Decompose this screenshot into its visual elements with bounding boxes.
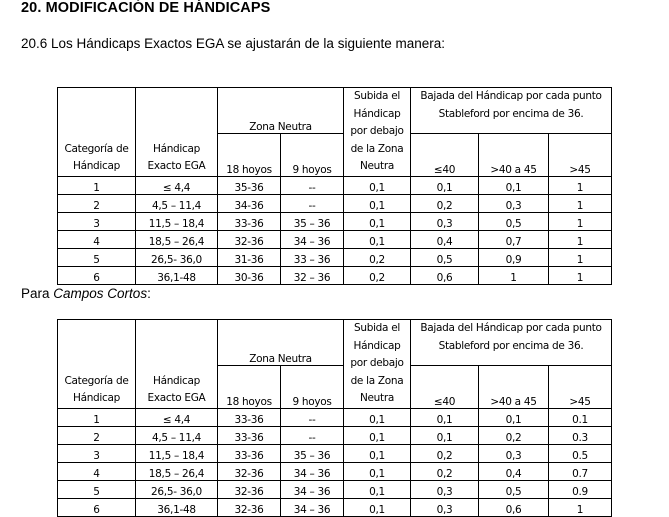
cell-18-hoyos: 34-36 <box>218 194 281 212</box>
para-italic: Campos Cortos <box>53 286 148 301</box>
handicap-table-standard <box>57 87 612 285</box>
cell-bajada-le40: 0,4 <box>411 230 479 248</box>
cell-handicap: ≤ 4,4 <box>136 408 218 426</box>
cell-bajada-le40: 0,3 <box>411 480 479 498</box>
header-subida: Subida el Hándicap por debajo de la Zona Neutra <box>344 88 411 177</box>
cell-categoria: 4 <box>58 230 136 248</box>
cell-subida: 0,2 <box>344 266 411 284</box>
header-handicap: Hándicap Exacto EGA <box>136 88 218 177</box>
intro-text: 20.6 Los Hándicaps Exactos EGA se ajustarán de la siguiente manera: <box>21 36 446 51</box>
table-row <box>58 266 612 284</box>
cell-bajada-le40: 0,2 <box>411 194 479 212</box>
header-9-hoyos: 9 hoyos <box>281 133 344 176</box>
cell-bajada-gt45: 1 <box>549 266 612 284</box>
cell-bajada-gt45: 0.7 <box>549 462 612 480</box>
cell-bajada-gt40: 0,5 <box>479 480 549 498</box>
table-row <box>58 248 612 266</box>
cell-subida: 0,1 <box>344 498 411 516</box>
cell-18-hoyos: 33-36 <box>218 426 281 444</box>
cell-18-hoyos: 32-36 <box>218 230 281 248</box>
cell-handicap: 36,1-48 <box>136 266 218 284</box>
header-18-hoyos: 18 hoyos <box>218 133 281 176</box>
cell-bajada-gt40: 0,1 <box>479 408 549 426</box>
campos-cortos-label <box>21 286 151 301</box>
table-row <box>58 230 612 248</box>
cell-categoria: 5 <box>58 248 136 266</box>
header-categoria: Categoría de Hándicap <box>58 88 136 177</box>
cell-categoria: 2 <box>58 426 136 444</box>
header-gt40: >40 a 45 <box>479 365 549 408</box>
table-row <box>58 212 612 230</box>
cell-bajada-gt45: 1 <box>549 212 612 230</box>
cell-subida: 0,1 <box>344 230 411 248</box>
cell-bajada-gt40: 0,9 <box>479 248 549 266</box>
cell-categoria: 6 <box>58 266 136 284</box>
cell-18-hoyos: 35-36 <box>218 176 281 194</box>
cell-18-hoyos: 31-36 <box>218 248 281 266</box>
cell-9-hoyos: -- <box>281 426 344 444</box>
cell-bajada-le40: 0,3 <box>411 498 479 516</box>
table-row <box>58 408 612 426</box>
cell-9-hoyos: -- <box>281 194 344 212</box>
cell-bajada-gt45: 0.3 <box>549 426 612 444</box>
cell-subida: 0,1 <box>344 194 411 212</box>
cell-handicap: 11,5 – 18,4 <box>136 444 218 462</box>
cell-subida: 0,1 <box>344 462 411 480</box>
table-row <box>58 194 612 212</box>
table-row <box>58 462 612 480</box>
table-row <box>58 176 612 194</box>
cell-subida: 0,1 <box>344 408 411 426</box>
cell-bajada-le40: 0,1 <box>411 408 479 426</box>
cell-handicap: 4,5 – 11,4 <box>136 426 218 444</box>
header-categoria: Categoría de Hándicap <box>58 320 136 409</box>
header-zona-neutra: Zona Neutra <box>218 320 344 366</box>
cell-bajada-le40: 0,5 <box>411 248 479 266</box>
para-prefix: Para <box>21 286 54 301</box>
cell-9-hoyos: 34 – 36 <box>281 480 344 498</box>
cell-bajada-le40: 0,2 <box>411 462 479 480</box>
cell-subida: 0,1 <box>344 480 411 498</box>
cell-bajada-le40: 0,1 <box>411 426 479 444</box>
cell-bajada-gt45: 0.5 <box>549 444 612 462</box>
cell-9-hoyos: 34 – 36 <box>281 230 344 248</box>
header-handicap: Hándicap Exacto EGA <box>136 320 218 409</box>
cell-bajada-gt40: 0,5 <box>479 212 549 230</box>
table-row <box>58 444 612 462</box>
cell-9-hoyos: 34 – 36 <box>281 498 344 516</box>
cell-18-hoyos: 32-36 <box>218 480 281 498</box>
cell-bajada-gt45: 1 <box>549 230 612 248</box>
cell-handicap: 26,5- 36,0 <box>136 248 218 266</box>
cell-subida: 0,1 <box>344 176 411 194</box>
cell-categoria: 4 <box>58 462 136 480</box>
cell-subida: 0,1 <box>344 426 411 444</box>
cell-9-hoyos: 35 – 36 <box>281 444 344 462</box>
cell-9-hoyos: -- <box>281 176 344 194</box>
header-18-hoyos: 18 hoyos <box>218 365 281 408</box>
cell-bajada-gt45: 1 <box>549 498 612 516</box>
cell-18-hoyos: 33-36 <box>218 408 281 426</box>
cell-categoria: 2 <box>58 194 136 212</box>
header-gt45: >45 <box>549 365 612 408</box>
cell-categoria: 1 <box>58 176 136 194</box>
header-bajada: Bajada del Hándicap por cada punto Stableford por encima de 36. <box>411 320 612 366</box>
cell-handicap: 18,5 – 26,4 <box>136 462 218 480</box>
cell-bajada-gt40: 0,3 <box>479 444 549 462</box>
cell-bajada-gt40: 0,2 <box>479 426 549 444</box>
cell-handicap: 11,5 – 18,4 <box>136 212 218 230</box>
cell-9-hoyos: 33 – 36 <box>281 248 344 266</box>
table-row <box>58 480 612 498</box>
cell-handicap: 26,5- 36,0 <box>136 480 218 498</box>
section-heading: 20. MODIFICACIÓN DE HÁNDICAPS <box>21 0 271 16</box>
cell-categoria: 3 <box>58 444 136 462</box>
cell-18-hoyos: 33-36 <box>218 444 281 462</box>
cell-bajada-gt40: 0,4 <box>479 462 549 480</box>
header-bajada: Bajada del Hándicap por cada punto Stableford por encima de 36. <box>411 88 612 134</box>
header-gt45: >45 <box>549 133 612 176</box>
header-le40: ≤40 <box>411 365 479 408</box>
cell-bajada-gt40: 1 <box>479 266 549 284</box>
cell-bajada-gt40: 0,6 <box>479 498 549 516</box>
cell-handicap: 4,5 – 11,4 <box>136 194 218 212</box>
cell-18-hoyos: 32-36 <box>218 498 281 516</box>
cell-categoria: 1 <box>58 408 136 426</box>
cell-9-hoyos: 35 – 36 <box>281 212 344 230</box>
header-gt40: >40 a 45 <box>479 133 549 176</box>
cell-bajada-gt40: 0,1 <box>479 176 549 194</box>
table1-body <box>58 176 612 284</box>
cell-bajada-gt40: 0,3 <box>479 194 549 212</box>
cell-9-hoyos: -- <box>281 408 344 426</box>
cell-bajada-gt45: 0.1 <box>549 408 612 426</box>
cell-bajada-gt45: 1 <box>549 194 612 212</box>
cell-categoria: 5 <box>58 480 136 498</box>
cell-categoria: 6 <box>58 498 136 516</box>
cell-bajada-gt45: 1 <box>549 176 612 194</box>
cell-bajada-le40: 0,3 <box>411 212 479 230</box>
cell-subida: 0,1 <box>344 212 411 230</box>
table2-body <box>58 408 612 516</box>
header-zona-neutra: Zona Neutra <box>218 88 344 134</box>
cell-categoria: 3 <box>58 212 136 230</box>
cell-bajada-le40: 0,6 <box>411 266 479 284</box>
cell-bajada-gt40: 0,7 <box>479 230 549 248</box>
cell-bajada-le40: 0,1 <box>411 176 479 194</box>
cell-bajada-gt45: 0.9 <box>549 480 612 498</box>
cell-subida: 0,1 <box>344 444 411 462</box>
header-subida: Subida el Hándicap por debajo de la Zona Neutra <box>344 320 411 409</box>
cell-handicap: 36,1-48 <box>136 498 218 516</box>
cell-bajada-gt45: 1 <box>549 248 612 266</box>
header-le40: ≤40 <box>411 133 479 176</box>
cell-9-hoyos: 32 – 36 <box>281 266 344 284</box>
table-row <box>58 426 612 444</box>
cell-18-hoyos: 30-36 <box>218 266 281 284</box>
cell-subida: 0,2 <box>344 248 411 266</box>
header-9-hoyos: 9 hoyos <box>281 365 344 408</box>
cell-handicap: ≤ 4,4 <box>136 176 218 194</box>
cell-handicap: 18,5 – 26,4 <box>136 230 218 248</box>
cell-18-hoyos: 32-36 <box>218 462 281 480</box>
cell-18-hoyos: 33-36 <box>218 212 281 230</box>
table-row <box>58 498 612 516</box>
para-suffix: : <box>147 286 151 301</box>
handicap-table-short-courses <box>57 319 612 517</box>
cell-bajada-le40: 0,2 <box>411 444 479 462</box>
cell-9-hoyos: 34 – 36 <box>281 462 344 480</box>
